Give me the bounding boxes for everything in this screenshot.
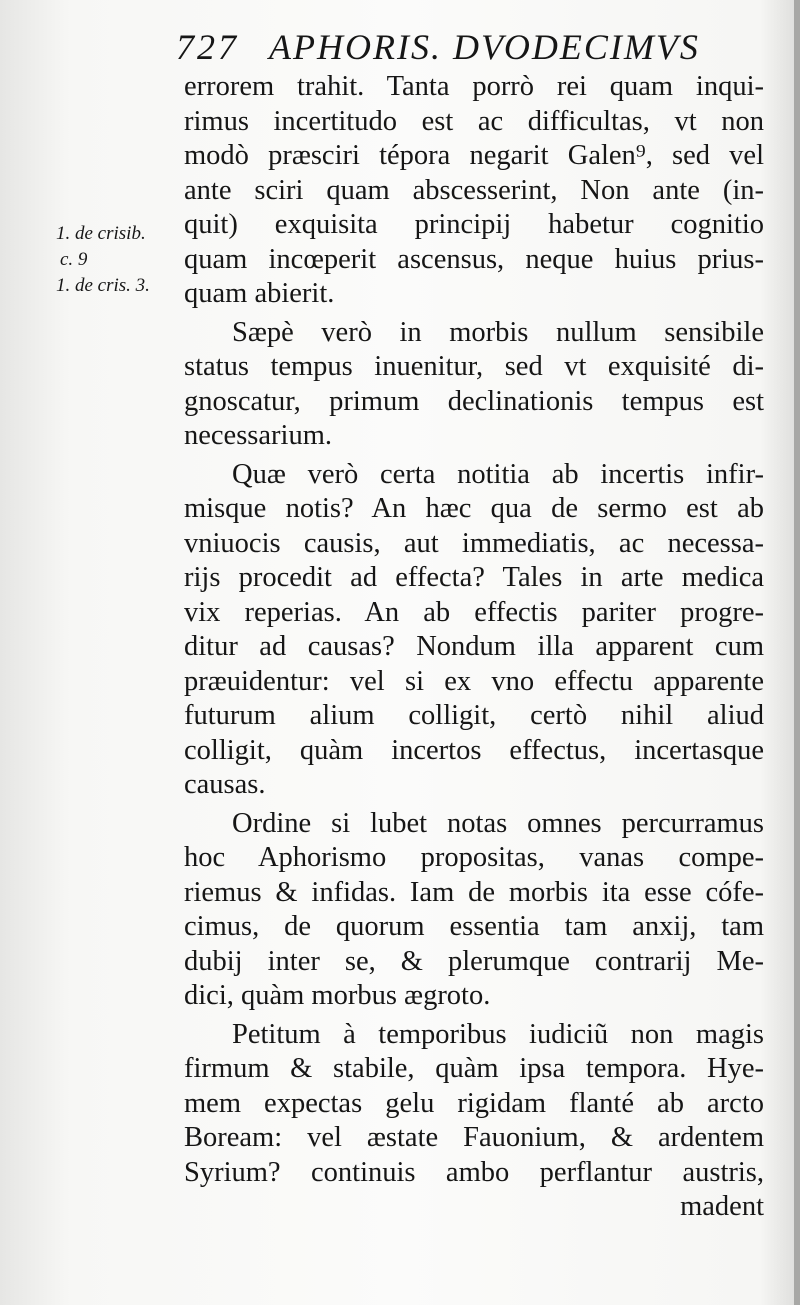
running-title: APHORIS. DVODECIMVS <box>269 27 700 67</box>
text-line: dici, quàm morbus ægroto. <box>184 980 491 1011</box>
text-line: hoc Aphorismo propositas, vanas compe- <box>184 842 764 873</box>
body-text <box>184 70 764 1225</box>
text-line: quam incœperit ascensus, neque huius prius- <box>184 243 764 275</box>
margin-note: 1. de crisib. <box>56 223 146 244</box>
text-line: errorem trahit. Tanta porrò rei quam inqui- <box>184 71 764 102</box>
catchword: madent <box>680 1191 764 1222</box>
text-line: quam abierit. <box>184 278 335 309</box>
text-line: colligit, quàm incertos effectus, incertasque <box>184 734 764 766</box>
text-line: dubij inter se, & plerumque contrarij Me- <box>184 945 764 977</box>
text-line: necessarium. <box>184 420 332 451</box>
margin-notes <box>56 222 184 298</box>
text-line: modò præsciri tépora negarit Galen⁹, sed vel <box>184 140 764 171</box>
text-line: Ordine si lubet notas omnes percurramus <box>232 807 764 839</box>
text-line: Syrium? continuis ambo perflantur austris, <box>184 1156 764 1188</box>
text-line: ditur ad causas? Nondum illa apparent cum <box>184 631 764 662</box>
text-line: misque notis? An hæc qua de sermo est ab <box>184 493 764 524</box>
text-line: Boream: vel æstate Fauonium, & ardentem <box>184 1122 764 1153</box>
text-line: Quæ verò certa notitia ab incertis infir- <box>232 458 764 490</box>
text-line: riemus & infidas. Iam de morbis ita esse cófe- <box>184 876 764 908</box>
text-line: status tempus inuenitur, sed vt exquisité di- <box>184 351 764 382</box>
margin-note: 1. de cris. 3. <box>56 275 150 296</box>
text-line: causas. <box>184 769 266 800</box>
text-line: rijs procedit ad effecta? Tales in arte medica <box>184 562 764 593</box>
text-line: quit) exquisita principij habetur cognitio <box>184 209 764 240</box>
text-line: rimus incertitudo est ac difficultas, vt non <box>184 105 764 137</box>
text-line: vniuocis causis, aut immediatis, ac necessa- <box>184 527 764 559</box>
page-number: 727 <box>176 27 239 67</box>
text-line: Petitum à temporibus iudiciũ non magis <box>232 1018 764 1050</box>
text-line: firmum & stabile, quàm ipsa tempora. Hye- <box>184 1053 764 1084</box>
text-line: futurum alium colligit, certò nihil aliud <box>184 700 764 731</box>
text-line: mem expectas gelu rigidam flanté ab arcto <box>184 1087 764 1119</box>
text-line: gnoscatur, primum declinationis tempus est <box>184 385 764 417</box>
text-line: cimus, de quorum essentia tam anxij, tam <box>184 911 764 942</box>
page-header <box>176 24 756 70</box>
page-binding-edge <box>794 0 800 1305</box>
text-line: præuidentur: vel si ex vno effectu apparente <box>184 665 764 697</box>
margin-note: c. 9 <box>60 249 88 270</box>
text-line: Sæpè verò in morbis nullum sensibile <box>232 316 764 348</box>
text-line: ante sciri quam abscesserint, Non ante (in- <box>184 174 764 206</box>
text-line: vix reperias. An ab effectis pariter progre- <box>184 596 764 628</box>
